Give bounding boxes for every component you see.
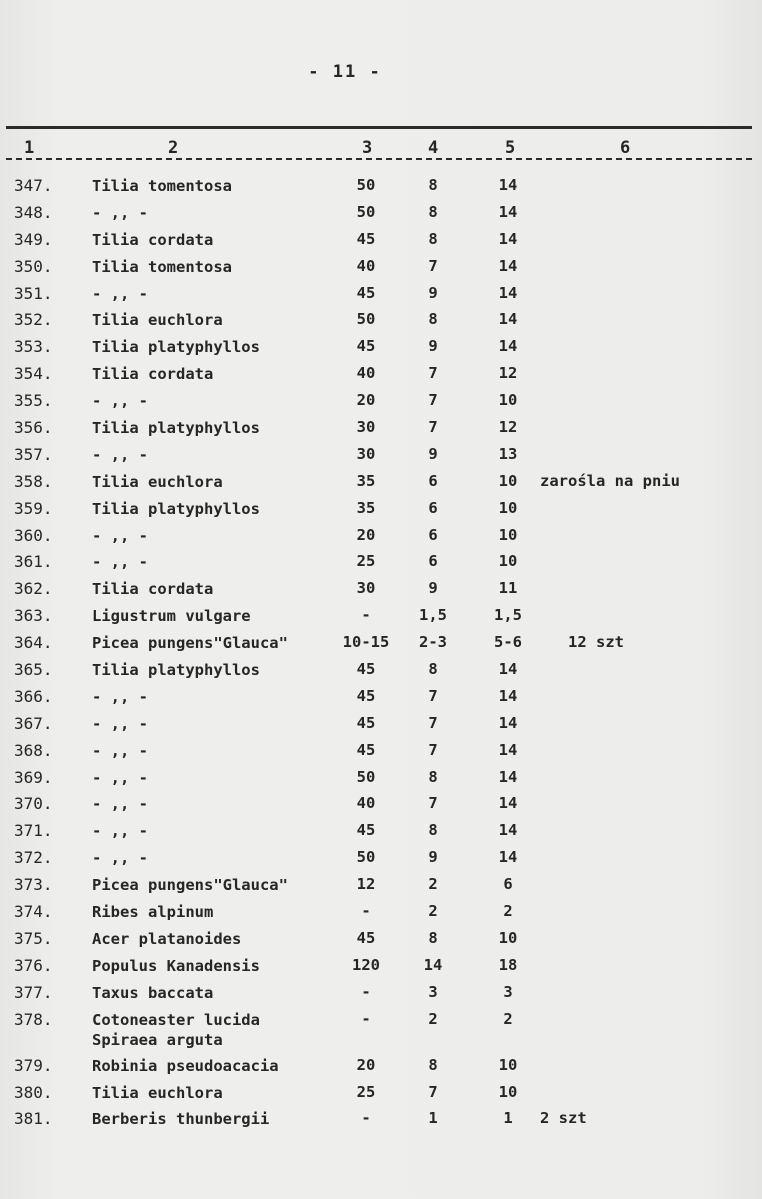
table-row — [0, 472, 762, 499]
row-number: 368. — [14, 740, 53, 760]
column-5-value: 14 — [498, 337, 518, 356]
column-3-value: 40 — [356, 794, 376, 813]
column-4-value: 9 — [428, 337, 438, 356]
column-3-value: 45 — [356, 821, 376, 840]
plant-name: Taxus baccata — [92, 983, 214, 1002]
column-header-3: 3 — [362, 138, 373, 158]
table-row — [0, 848, 762, 875]
row-number: 358. — [14, 471, 53, 491]
note: 2 szt — [540, 1109, 587, 1128]
column-3-value: 45 — [356, 283, 376, 302]
row-number: 367. — [14, 713, 53, 733]
column-3-value: 50 — [356, 767, 376, 786]
column-5-value: 14 — [498, 283, 518, 302]
column-5-value: 10 — [498, 471, 518, 490]
table-row — [0, 418, 762, 445]
plant-name: - ,, - — [92, 822, 148, 841]
table-header-rule — [6, 158, 752, 160]
column-4-value: 2 — [428, 902, 438, 921]
row-number: 353. — [14, 337, 53, 357]
table-row — [0, 660, 762, 687]
column-5-value: 2 — [503, 902, 513, 921]
column-5-value: 6 — [503, 875, 513, 894]
column-4-value: 7 — [428, 794, 438, 813]
column-5-value: 14 — [498, 229, 518, 248]
row-number: 348. — [14, 202, 53, 222]
row-number: 354. — [14, 364, 53, 384]
table-row — [0, 929, 762, 956]
column-3-value: 12 — [356, 875, 376, 894]
column-3-value: - — [361, 606, 371, 625]
table-row — [0, 768, 762, 795]
table-row — [0, 203, 762, 230]
column-header-4: 4 — [428, 138, 439, 158]
column-4-value: 8 — [428, 928, 438, 947]
column-4-value: 7 — [428, 713, 438, 732]
column-5-value: 14 — [498, 848, 518, 867]
column-4-value: 6 — [428, 552, 438, 571]
plant-name: Picea pungens"Glauca" — [92, 634, 288, 653]
column-4-value: 6 — [428, 498, 438, 517]
table-row — [0, 606, 762, 633]
column-3-value: 45 — [356, 337, 376, 356]
row-number: 364. — [14, 633, 53, 653]
row-number: 356. — [14, 418, 53, 438]
table-row — [0, 552, 762, 579]
column-5-value: 1,5 — [494, 606, 522, 625]
column-5-value: 10 — [498, 1082, 518, 1101]
row-number: 369. — [14, 767, 53, 787]
column-5-value: 10 — [498, 552, 518, 571]
column-5-value: 2 — [503, 1009, 513, 1028]
row-number: 352. — [14, 310, 53, 330]
row-number: 375. — [14, 928, 53, 948]
column-3-value: - — [361, 1109, 371, 1128]
table-row — [0, 714, 762, 741]
column-4-value: 7 — [428, 740, 438, 759]
row-number: 361. — [14, 552, 53, 572]
plant-name: - ,, - — [92, 687, 148, 706]
row-number: 359. — [14, 498, 53, 518]
table-row — [0, 821, 762, 848]
column-4-value: 8 — [428, 1055, 438, 1074]
table-row — [0, 230, 762, 257]
table-row — [0, 337, 762, 364]
plant-name: Berberis thunbergii — [92, 1110, 270, 1129]
column-5-value: 5-6 — [494, 633, 522, 652]
column-3-value: - — [361, 1009, 371, 1028]
plant-name: - ,, - — [92, 768, 148, 787]
plant-name: Acer platanoides — [92, 929, 242, 948]
column-5-value: 11 — [498, 579, 518, 598]
table-row — [0, 1010, 762, 1056]
column-5-value: 12 — [498, 364, 518, 383]
column-4-value: 8 — [428, 821, 438, 840]
column-5-value: 1 — [503, 1109, 513, 1128]
note: zarośla na pniu — [540, 471, 680, 490]
column-3-value: 25 — [356, 1082, 376, 1101]
column-4-value: 14 — [423, 955, 443, 974]
row-number: 349. — [14, 229, 53, 249]
row-number: 379. — [14, 1055, 53, 1075]
column-3-value: 30 — [356, 579, 376, 598]
row-number: 365. — [14, 660, 53, 680]
table-row — [0, 526, 762, 553]
column-4-value: 7 — [428, 391, 438, 410]
column-4-value: 8 — [428, 202, 438, 221]
table-row — [0, 956, 762, 983]
plant-name: - ,, - — [92, 284, 148, 303]
column-3-value: 35 — [356, 471, 376, 490]
column-3-value: 50 — [356, 202, 376, 221]
plant-name: Tilia platyphyllos — [92, 338, 260, 357]
plant-name: - ,, - — [92, 445, 148, 464]
table-row — [0, 687, 762, 714]
column-4-value: 8 — [428, 176, 438, 194]
table-row — [0, 176, 762, 203]
plant-name: - ,, - — [92, 741, 148, 760]
plant-name: Tilia platyphyllos — [92, 499, 260, 518]
column-3-value: 45 — [356, 229, 376, 248]
table-row — [0, 1109, 762, 1136]
row-number: 370. — [14, 794, 53, 814]
column-5-value: 10 — [498, 391, 518, 410]
column-4-value: 1,5 — [419, 606, 447, 625]
table-row — [0, 1056, 762, 1083]
column-4-value: 7 — [428, 364, 438, 383]
column-3-value: 50 — [356, 310, 376, 329]
table-row — [0, 983, 762, 1010]
table-row — [0, 257, 762, 284]
row-number: 360. — [14, 525, 53, 545]
table-row — [0, 579, 762, 606]
plant-name: Populus Kanadensis — [92, 956, 260, 975]
column-4-value: 9 — [428, 848, 438, 867]
row-number: 374. — [14, 902, 53, 922]
row-number: 373. — [14, 875, 53, 895]
column-5-value: 10 — [498, 498, 518, 517]
column-3-value: 20 — [356, 391, 376, 410]
column-5-value: 14 — [498, 794, 518, 813]
table-row — [0, 794, 762, 821]
column-4-value: 1 — [428, 1109, 438, 1128]
plant-name: Ribes alpinum — [92, 903, 214, 922]
plant-name: - ,, - — [92, 203, 148, 222]
plant-name: Tilia cordata — [92, 365, 214, 384]
table-row — [0, 391, 762, 418]
column-5-value: 13 — [498, 444, 518, 463]
table-row — [0, 902, 762, 929]
row-number: 366. — [14, 686, 53, 706]
plant-name: - ,, - — [92, 795, 148, 814]
column-3-value: 35 — [356, 498, 376, 517]
column-header-6: 6 — [620, 138, 631, 158]
table-row — [0, 310, 762, 337]
plant-name: - ,, - — [92, 553, 148, 572]
column-4-value: 9 — [428, 579, 438, 598]
column-5-value: 3 — [503, 982, 513, 1001]
column-4-value: 7 — [428, 1082, 438, 1101]
column-4-value: 8 — [428, 229, 438, 248]
column-3-value: 20 — [356, 1055, 376, 1074]
column-5-value: 12 — [498, 418, 518, 437]
column-5-value: 14 — [498, 713, 518, 732]
column-4-value: 2 — [428, 875, 438, 894]
row-number: 355. — [14, 391, 53, 411]
row-number: 377. — [14, 982, 53, 1002]
plant-name: Tilia cordata — [92, 230, 214, 249]
column-header-2: 2 — [168, 138, 179, 158]
column-3-value: - — [361, 982, 371, 1001]
column-5-value: 14 — [498, 686, 518, 705]
column-3-value: 50 — [356, 848, 376, 867]
row-number: 363. — [14, 606, 53, 626]
plant-name: Tilia euchlora — [92, 472, 223, 491]
column-5-value: 18 — [498, 955, 518, 974]
column-5-value: 14 — [498, 821, 518, 840]
table-row — [0, 445, 762, 472]
column-3-value: 120 — [352, 955, 380, 974]
column-4-value: 7 — [428, 686, 438, 705]
column-3-value: 40 — [356, 364, 376, 383]
column-5-value: 10 — [498, 1055, 518, 1074]
row-number: 381. — [14, 1109, 53, 1129]
plant-name: Tilia tomentosa — [92, 177, 232, 195]
table-row — [0, 741, 762, 768]
note: 12 szt — [540, 633, 624, 652]
column-3-value: 10-15 — [342, 633, 390, 652]
row-number: 357. — [14, 444, 53, 464]
column-3-value: 45 — [356, 740, 376, 759]
row-number: 362. — [14, 579, 53, 599]
table-row — [0, 1083, 762, 1110]
table-row — [0, 633, 762, 660]
page-number: - 11 - — [308, 62, 382, 82]
table-row — [0, 875, 762, 902]
plant-name: Cotoneaster lucida Spiraea arguta — [92, 1010, 260, 1049]
column-4-value: 8 — [428, 660, 438, 679]
column-3-value: 45 — [356, 928, 376, 947]
plant-name: Ligustrum vulgare — [92, 607, 251, 626]
table-top-rule — [6, 126, 752, 129]
row-number: 376. — [14, 955, 53, 975]
column-3-value: 40 — [356, 256, 376, 275]
row-number: 371. — [14, 821, 53, 841]
column-5-value: 14 — [498, 740, 518, 759]
column-5-value: 10 — [498, 525, 518, 544]
column-4-value: 9 — [428, 444, 438, 463]
column-3-value: 25 — [356, 552, 376, 571]
row-number: 347. — [14, 176, 53, 195]
column-3-value: 30 — [356, 444, 376, 463]
column-header-1: 1 — [24, 138, 35, 158]
plant-name: - ,, - — [92, 849, 148, 868]
column-5-value: 14 — [498, 202, 518, 221]
column-5-value: 14 — [498, 176, 518, 194]
table-row — [0, 364, 762, 391]
row-number: 372. — [14, 848, 53, 868]
plant-name: Tilia euchlora — [92, 311, 223, 330]
column-4-value: 7 — [428, 256, 438, 275]
column-3-value: 50 — [356, 176, 376, 194]
row-number: 378. — [14, 1009, 53, 1029]
column-4-value: 8 — [428, 767, 438, 786]
column-header-5: 5 — [505, 138, 516, 158]
column-5-value: 14 — [498, 256, 518, 275]
column-4-value: 9 — [428, 283, 438, 302]
table-row — [0, 284, 762, 311]
column-3-value: 45 — [356, 713, 376, 732]
row-number: 350. — [14, 256, 53, 276]
column-3-value: 45 — [356, 686, 376, 705]
row-number: 380. — [14, 1082, 53, 1102]
plant-name: - ,, - — [92, 392, 148, 411]
plant-name: Tilia euchlora — [92, 1083, 223, 1102]
column-5-value: 14 — [498, 767, 518, 786]
table-body — [0, 176, 762, 1136]
column-4-value: 6 — [428, 525, 438, 544]
plant-name: Tilia platyphyllos — [92, 419, 260, 438]
row-number: 351. — [14, 283, 53, 303]
plant-name: Tilia tomentosa — [92, 257, 232, 276]
plant-name: - ,, - — [92, 526, 148, 545]
table-row — [0, 499, 762, 526]
column-4-value: 8 — [428, 310, 438, 329]
plant-name: Tilia cordata — [92, 580, 214, 599]
column-4-value: 3 — [428, 982, 438, 1001]
column-5-value: 14 — [498, 660, 518, 679]
column-4-value: 2-3 — [419, 633, 447, 652]
column-4-value: 2 — [428, 1009, 438, 1028]
plant-name: Tilia platyphyllos — [92, 661, 260, 680]
column-5-value: 14 — [498, 310, 518, 329]
column-5-value: 10 — [498, 928, 518, 947]
column-3-value: 20 — [356, 525, 376, 544]
column-3-value: 30 — [356, 418, 376, 437]
plant-name: Picea pungens"Glauca" — [92, 876, 288, 895]
column-3-value: 45 — [356, 660, 376, 679]
column-4-value: 6 — [428, 471, 438, 490]
column-3-value: - — [361, 902, 371, 921]
plant-name: - ,, - — [92, 714, 148, 733]
column-4-value: 7 — [428, 418, 438, 437]
plant-name: Robinia pseudoacacia — [92, 1056, 279, 1075]
